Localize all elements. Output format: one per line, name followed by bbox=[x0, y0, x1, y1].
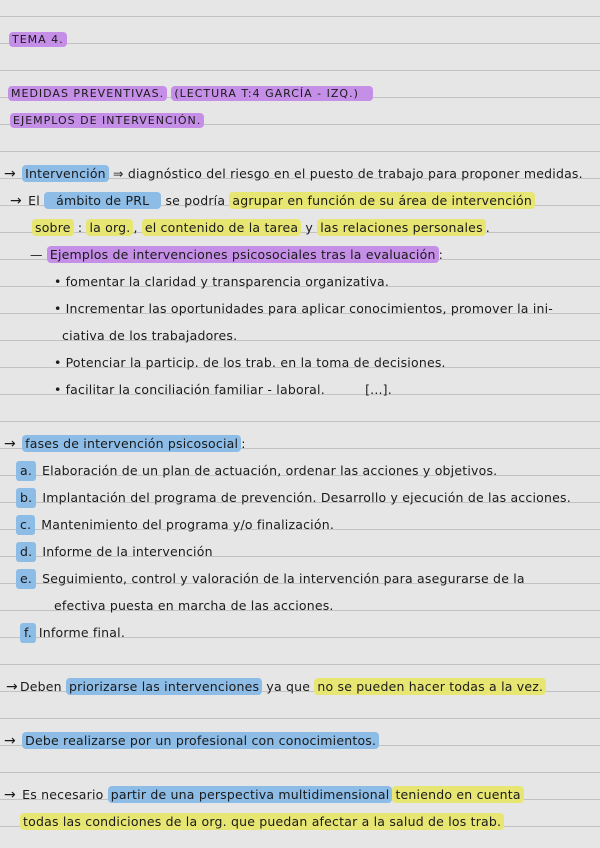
phase-text-cont: efectiva puesta en marcha de las acciones. bbox=[54, 598, 334, 613]
intro-row bbox=[4, 164, 583, 184]
bullet-icon: • bbox=[54, 382, 62, 397]
note-prioritize bbox=[6, 677, 546, 697]
phase-text: Elaboración de un plan de actuación, ordenar las acciones y objetivos. bbox=[42, 463, 498, 478]
phase-marker: f. bbox=[20, 623, 36, 643]
phase-item bbox=[16, 515, 334, 535]
phase-item-cont bbox=[54, 596, 334, 616]
note-highlight-yellow: teniendo en cuenta bbox=[392, 786, 523, 803]
examples-heading-row bbox=[30, 245, 443, 265]
note-highlight-blue: Debe realizarse por un profesional con conocimientos. bbox=[22, 732, 379, 749]
example-item: Potenciar la particip. de los trab. en la toma de decisiones. bbox=[65, 355, 446, 370]
note-multidimensional-cont bbox=[20, 812, 504, 832]
arrow-right-icon: → bbox=[4, 787, 16, 803]
phase-item bbox=[16, 569, 525, 589]
arrow-right-icon: → bbox=[4, 166, 16, 182]
list-item bbox=[54, 272, 389, 292]
note-mid: ya que bbox=[266, 679, 311, 694]
ambito-highlight: agrupar en función de su área de intervención bbox=[229, 192, 535, 209]
note-prefix: Deben bbox=[19, 679, 62, 694]
note-highlight-blue: priorizarse las intervenciones bbox=[66, 678, 262, 695]
list-item bbox=[54, 353, 446, 373]
phases-heading: fases de intervención psicosocial bbox=[22, 435, 241, 452]
topic-row bbox=[9, 29, 67, 49]
note-prefix: Es necesario bbox=[22, 787, 104, 802]
phase-text: Implantación del programa de prevención. Desarrollo y ejecución de las acciones. bbox=[42, 490, 571, 505]
phase-item bbox=[16, 488, 571, 508]
area-task-content: el contenido de la tarea bbox=[142, 219, 301, 236]
phase-text: Informe de la intervención bbox=[42, 544, 213, 559]
intervention-definition: diagnóstico del riesgo en el puesto de trabajo para proponer medidas. bbox=[127, 166, 583, 181]
example-item-cont: ciativa de los trabajadores. bbox=[62, 328, 238, 343]
phase-item bbox=[16, 461, 497, 481]
examples-heading: Ejemplos de intervenciones psicosociales tras la evaluación bbox=[47, 246, 439, 263]
example-item: facilitar la conciliación familiar - laboral. bbox=[65, 382, 325, 397]
phase-text: Mantenimiento del programa y/o finalización. bbox=[41, 517, 334, 532]
phase-text: Informe final. bbox=[38, 625, 125, 640]
phase-item bbox=[20, 623, 125, 643]
implies-icon: ⇒ bbox=[112, 166, 124, 181]
arrow-right-icon: → bbox=[10, 193, 22, 209]
arrow-right-icon: → bbox=[6, 679, 18, 695]
list-item-cont bbox=[62, 326, 237, 346]
note-highlight-yellow: todas las condiciones de la org. que puedan afectar a la salud de los trab. bbox=[20, 813, 504, 830]
example-item: Incrementar las oportunidades para aplicar conocimientos, promover la ini- bbox=[65, 301, 554, 316]
page-title: MEDIDAS PREVENTIVAS. bbox=[8, 86, 167, 101]
reference-label: (LECTURA T:4 GARCÍA - IZQ.) bbox=[171, 86, 373, 101]
note-multidimensional bbox=[4, 785, 524, 805]
phase-marker: a. bbox=[16, 461, 36, 481]
phase-item bbox=[16, 542, 213, 562]
ambito-row bbox=[10, 191, 535, 211]
phase-marker: b. bbox=[16, 488, 36, 508]
area-org: la org. bbox=[86, 219, 133, 236]
note-professional bbox=[4, 731, 379, 751]
title-row bbox=[8, 83, 373, 103]
bullet-icon: • bbox=[54, 274, 62, 289]
note-highlight-yellow: no se pueden hacer todas a la vez. bbox=[314, 678, 546, 695]
topic-label: TEMA 4. bbox=[9, 32, 67, 47]
example-item: fomentar la claridad y transparencia organizativa. bbox=[65, 274, 390, 289]
bullet-icon: • bbox=[54, 355, 62, 370]
separator: , bbox=[133, 220, 138, 235]
ellipsis: [...]. bbox=[365, 382, 392, 397]
phase-text: Seguimiento, control y valoración de la intervención para asegurarse de la bbox=[42, 571, 525, 586]
ambito-row-2 bbox=[32, 218, 490, 238]
ambito-highlight-cont: sobre bbox=[32, 219, 74, 236]
colon: : bbox=[438, 247, 443, 262]
subtitle: EJEMPLOS DE INTERVENCIÓN. bbox=[10, 113, 204, 128]
arrow-right-icon: → bbox=[4, 733, 16, 749]
ambito-term: ámbito de PRL bbox=[44, 192, 161, 209]
colon: : bbox=[77, 220, 83, 235]
separator: y bbox=[305, 220, 314, 235]
phase-marker: e. bbox=[16, 569, 36, 589]
bullet-icon: • bbox=[54, 301, 62, 316]
phases-heading-row bbox=[4, 434, 246, 454]
period: . bbox=[485, 220, 490, 235]
ambito-mid: se podría bbox=[165, 193, 226, 208]
intervention-term: Intervención bbox=[22, 165, 109, 182]
colon: : bbox=[241, 436, 246, 451]
arrow-right-icon: → bbox=[4, 436, 16, 452]
dash-icon: — bbox=[30, 247, 43, 262]
phase-marker: d. bbox=[16, 542, 36, 562]
area-relations: las relaciones personales bbox=[317, 219, 486, 236]
phase-marker: c. bbox=[16, 515, 35, 535]
list-item bbox=[54, 380, 392, 400]
list-item bbox=[54, 299, 553, 319]
subtitle-row bbox=[10, 110, 204, 130]
ambito-prefix: El bbox=[28, 193, 40, 208]
note-highlight-blue: partir de una perspectiva multidimensional bbox=[108, 786, 393, 803]
